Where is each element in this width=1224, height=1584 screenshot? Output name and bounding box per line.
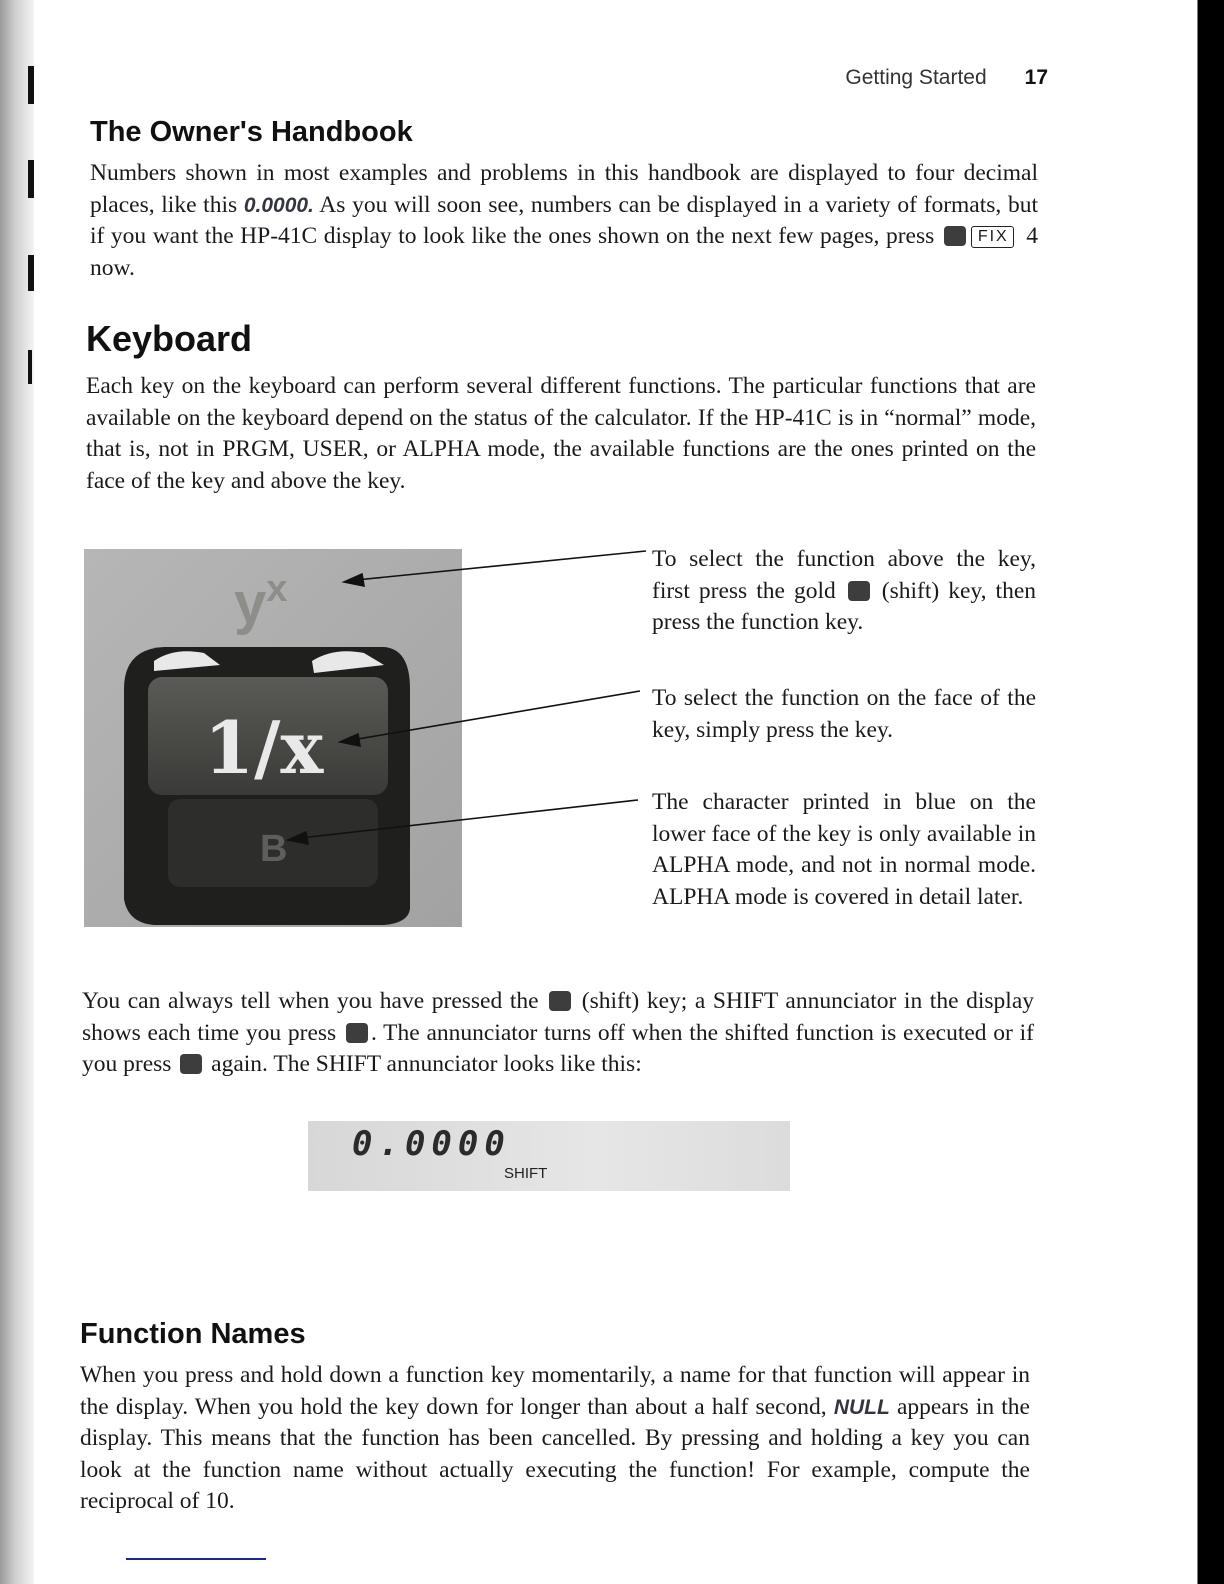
heading-function-names: Function Names (80, 1318, 306, 1350)
heading-keyboard: Keyboard (86, 318, 253, 359)
section-title: Getting Started (845, 66, 987, 89)
shift-key-icon (549, 991, 571, 1011)
function-names-text-1: When you press and hold down a function key momentarily, a name for that function will appear in the display. When you hold the key down for longer than about a half second, (80, 1362, 1030, 1420)
shifted-label: $y^x$ (234, 568, 288, 636)
handbook-text-2: As you will soon see, numbers can be displayed in a variety of formats, but if you want the HP-41C display to look like the ones shown on the next few pages, press (90, 191, 1038, 249)
page-number: 17 (1024, 66, 1048, 89)
lcd-display (308, 1121, 790, 1191)
shift-text-1: You can always tell when you have pressed the (82, 988, 547, 1014)
alpha-label: B (260, 828, 288, 870)
shift-key-icon (346, 1023, 368, 1043)
shift-text-3: . The annunciator turns off when the shifted function is executed or if you press (82, 1019, 1034, 1077)
face-label: 1/x (204, 705, 324, 790)
handbook-text-3: 4 now. (90, 223, 1039, 281)
shift-text-2: (shift) key; a SHIFT annunciator in the display shows each time you press (82, 988, 1035, 1046)
callout-face: To select the function on the face of the key, simply press the key. (652, 685, 1036, 743)
function-names-text-2: appears in the display. This means that the function has been cancelled. By pressing and holding a key you can look at the function name without actually executing the function! For example, compute the reciprocal of 10. (80, 1393, 1030, 1514)
display-example: 0.0000. (243, 193, 314, 217)
callout-shift-text-2: (shift) key, then press the function key. (652, 577, 1036, 635)
lcd-digits (308, 1121, 790, 1191)
heading-owners-handbook: The Owner's Handbook (90, 116, 413, 148)
keyboard-paragraph: Each key on the keyboard can perform several different functions. The particular functions that are available on the keyboard depend on the status of the calculator. If the HP-41C is in “normal” mode, that is, not in PRGM, USER, or ALPHA mode, the available functions are the ones printed on the face of the key and above the key. (86, 373, 1036, 494)
fix-key: FIX (971, 226, 1014, 248)
footer-rule (126, 1558, 266, 1560)
lcd-digit-readout: 0.0000 (352, 1124, 511, 1164)
shift-text-4: again. The SHIFT annunciator looks like this: (205, 1051, 642, 1077)
callout-shift-text-1: To select the function above the key, first press the gold (652, 546, 1036, 604)
function-names-paragraph (80, 1360, 1030, 1518)
callout-alpha: The character printed in blue on the lower face of the key is only available in ALPHA mode, and not in normal mode. ALPHA mode is covered in detail later. (652, 789, 1036, 910)
handbook-text-1: Numbers shown in most examples and problems in this handbook are displayed to four decimal places, like this (90, 160, 1038, 218)
callout-shift (652, 544, 1036, 639)
shift-key-icon (848, 581, 870, 601)
shift-annunciator-paragraph (82, 986, 1034, 1081)
shift-annunciator: SHIFT (504, 1165, 548, 1182)
null-display-word: NULL (833, 1395, 890, 1419)
shift-key-icon (180, 1054, 202, 1074)
